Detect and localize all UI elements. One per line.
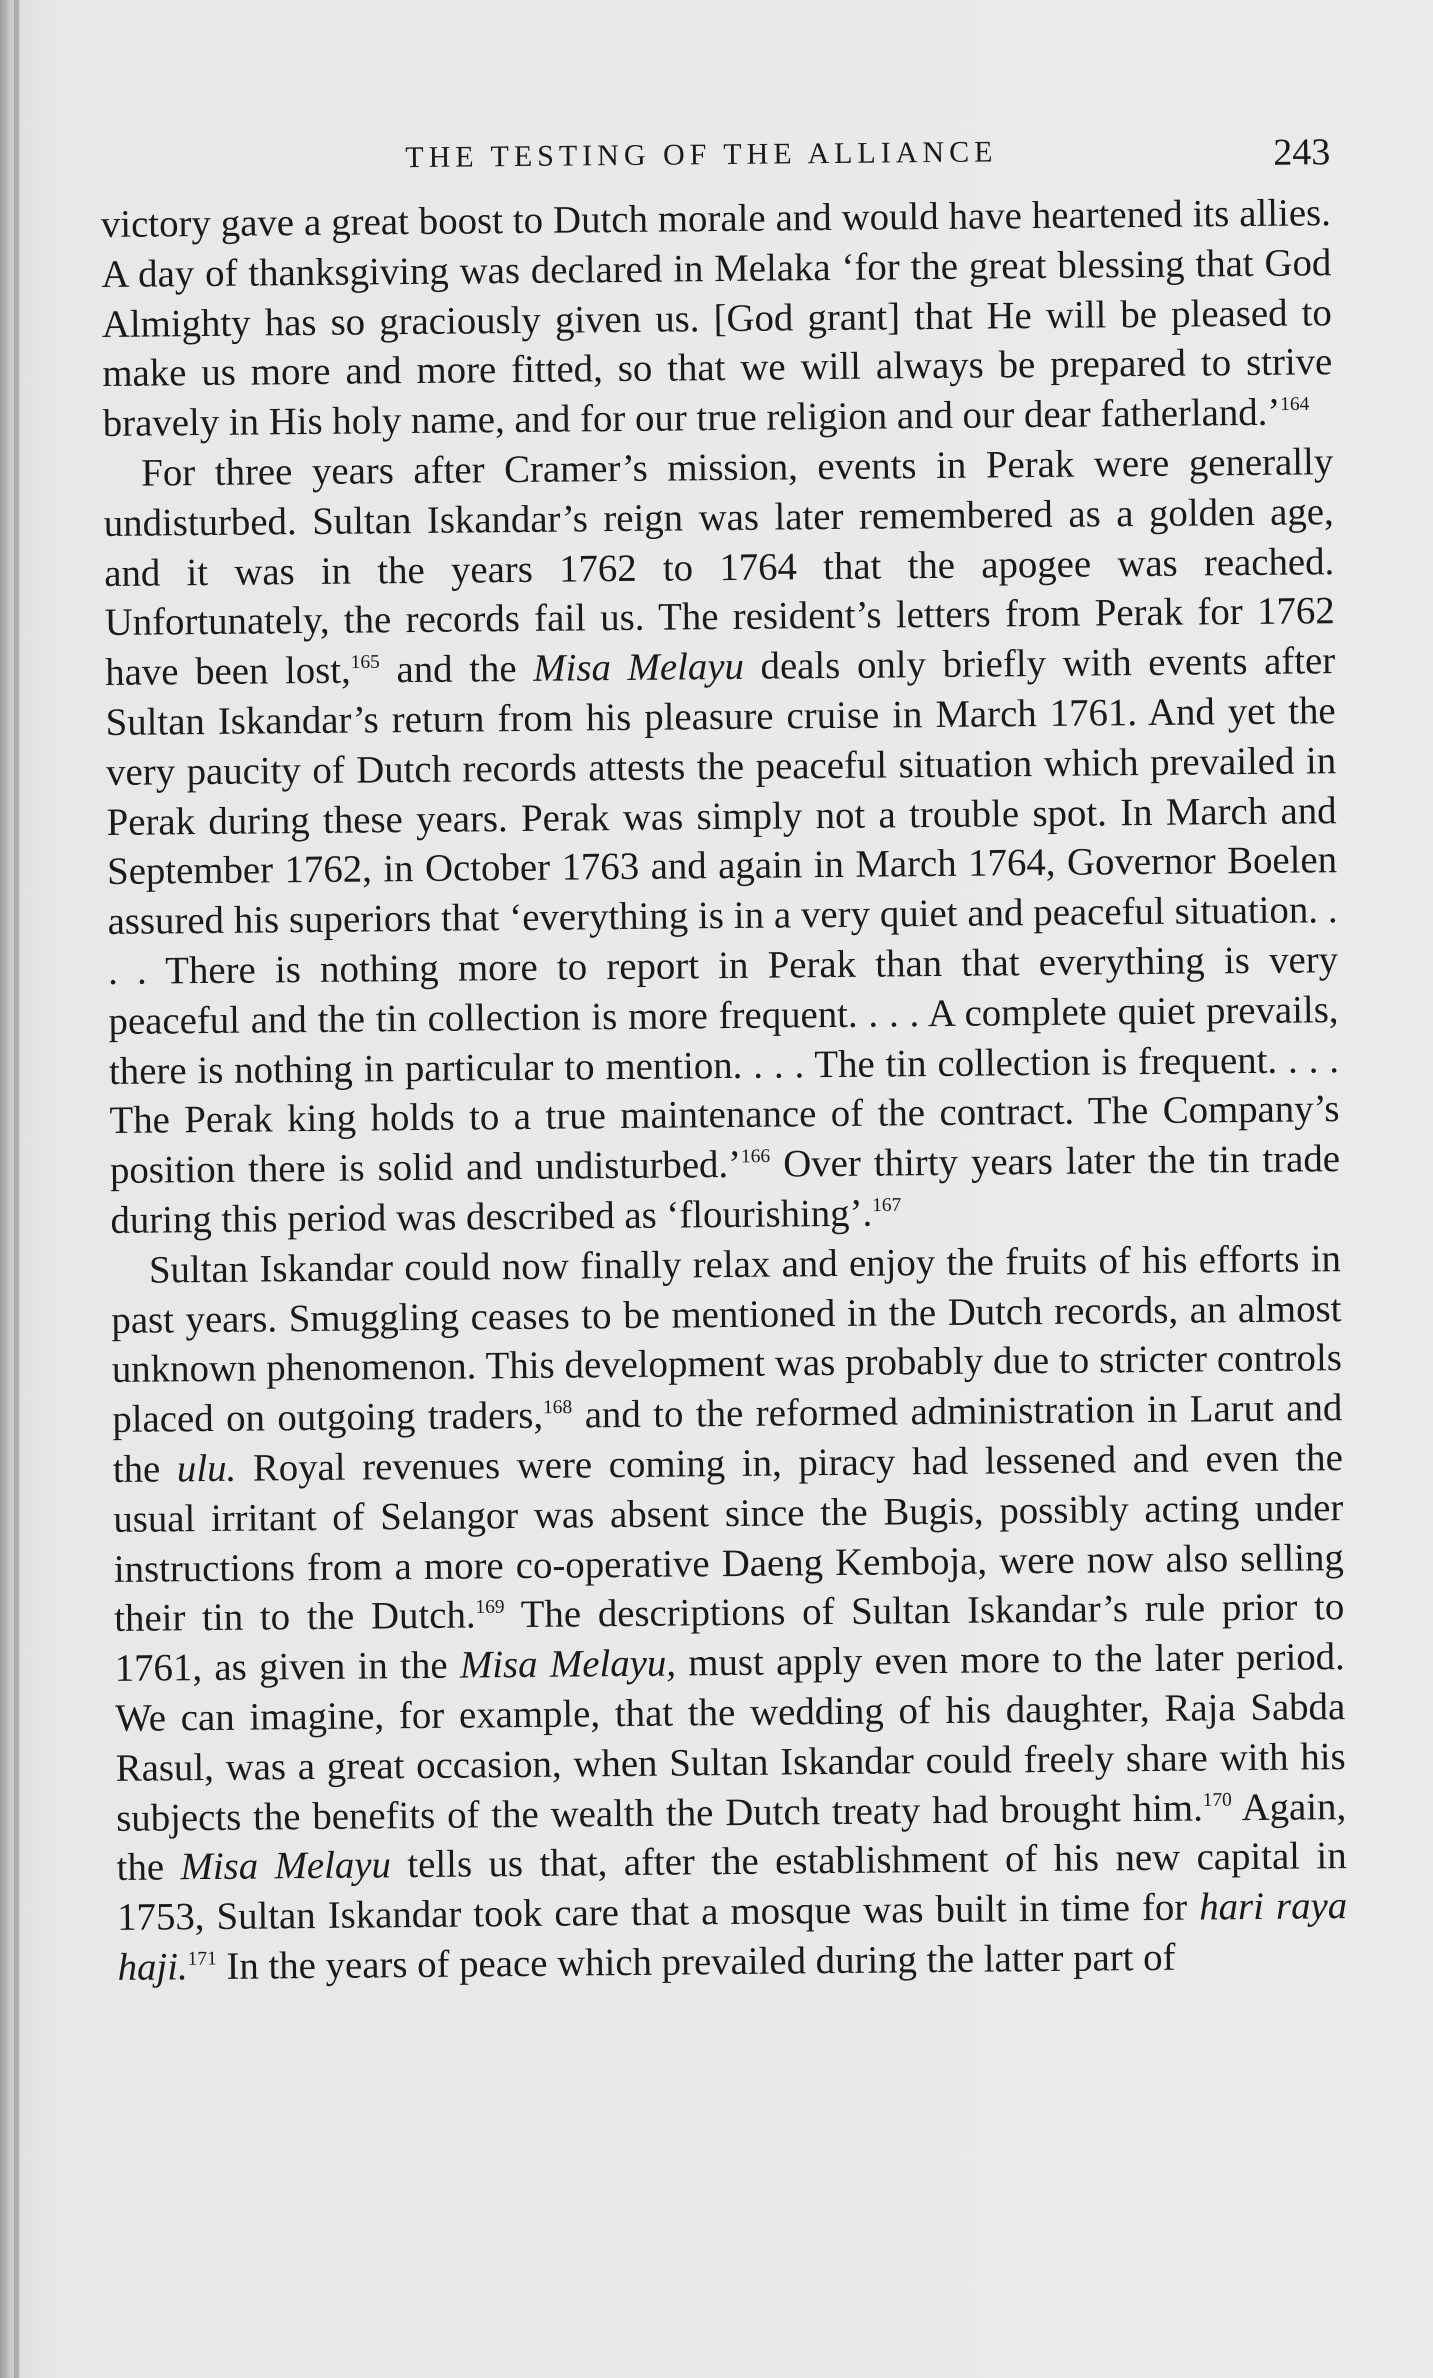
footnote-ref: 169 [475, 1596, 505, 1619]
paragraph [111, 1234, 1348, 1993]
italic-term: hari raya haji. [117, 1884, 1348, 1989]
italic-term: Misa Melayu [533, 645, 745, 691]
text-run: For three years after Cramer’s mission, events in Perak were generally undisturbed. Sultan Iskandar’s reign was later remembered as a golden age, and it was in the years 1762 to 1764 that the apogee was reached. Unfortunately, the records fail us. The resident’s letters from Perak for 1762 have been lost, [103, 440, 1335, 695]
text-run: Royal revenues were coming in, piracy had lessened and even the usual irritant of Selangor was absent since the Bugis, possibly acting under instructions from a more co-operative Daeng Kemboja, were now also selling their tin to the Dutch. [113, 1436, 1344, 1641]
footnote-ref: 168 [542, 1397, 573, 1419]
running-title: THE TESTING OF THE ALLIANCE [405, 135, 998, 175]
text-block [100, 118, 1351, 2330]
text-run: and the [379, 647, 534, 692]
paragraph [103, 437, 1341, 1246]
body-text [101, 188, 1348, 1992]
footnote-ref: 164 [1280, 394, 1310, 416]
book-gutter-shadow [14, 0, 19, 2378]
text-run: Over thirty years later the tin trade during this period was described as ‘flourishing’. [110, 1137, 1341, 1242]
italic-term: Misa Melayu [180, 1843, 392, 1889]
text-run: deals only briefly with events after Sultan Iskandar’s return from his pleasure cruise in March 1761. And yet the very paucity of Dutch records attests the peaceful situation which prevailed in Perak during these years. Perak was simply not a trouble spot. In March and September 1762, in October 1763 and again in March 1764, Governor Boelen assured his superiors that ‘everything is in a very quiet and peaceful situation. . . . There is nothing more to report in Perak than that everything is very peaceful and the tin collection is more frequent. . . . A complete quiet prevails, there is nothing in particular to mention. . . . The tin collection is frequent. . . . The Perak king holds to a true maintenance of the contract. The Company’s position there is solid and undisturbed.’ [105, 639, 1340, 1193]
footnote-ref: 165 [350, 651, 380, 674]
text-run: and to the reformed administration in Larut and the [112, 1386, 1343, 1491]
text-run: Again, the [116, 1784, 1347, 1890]
text-run: victory gave a great boost to Dutch morale and would have heartened its allies. A day of thanksgiving was declared in Melaka ‘for the great blessing that God Almighty has so graciously given us. [God grant] that He will be pleased to make us more and more fitted, so that we will always be prepared to strive bravely in His holy name, and for our true religion and our dear fatherland.’ [100, 191, 1333, 446]
italic-term: ulu. [176, 1446, 237, 1491]
running-head [100, 118, 1331, 200]
page-number: 243 [1273, 131, 1331, 174]
text-run: The descriptions of Sultan Iskandar’s rule prior to 1761, as given in the [114, 1585, 1345, 1691]
text-run: must apply even more to the later period. We can imagine, for example, that the wedding of his daughter, Raja Sabda Rasul, was a great occasion, when Sultan Iskandar could freely share with his subjects the benefits of the wealth the Dutch treaty had brought him. [115, 1635, 1346, 1840]
italic-term: Misa Melayu, [459, 1641, 677, 1687]
footnote-ref: 167 [872, 1194, 902, 1217]
footnote-ref: 171 [187, 1948, 217, 1970]
footnote-ref: 166 [740, 1146, 771, 1168]
text-run: In the years of peace which prevailed during the latter part of [216, 1935, 1176, 1988]
text-run: tells us that, after the establishment of his new capital in 1753, Sultan Iskandar took care that a mosque was built in time for [116, 1834, 1347, 1940]
text-run: Sultan Iskandar could now finally relax and enjoy the fruits of his efforts in past years. Smuggling ceases to be mentioned in the Dutch records, an almost unknown phenomenon. This development was probably due to stricter controls placed on outgoing traders, [111, 1236, 1343, 1442]
paragraph [101, 188, 1333, 449]
footnote-ref: 170 [1202, 1789, 1232, 1811]
